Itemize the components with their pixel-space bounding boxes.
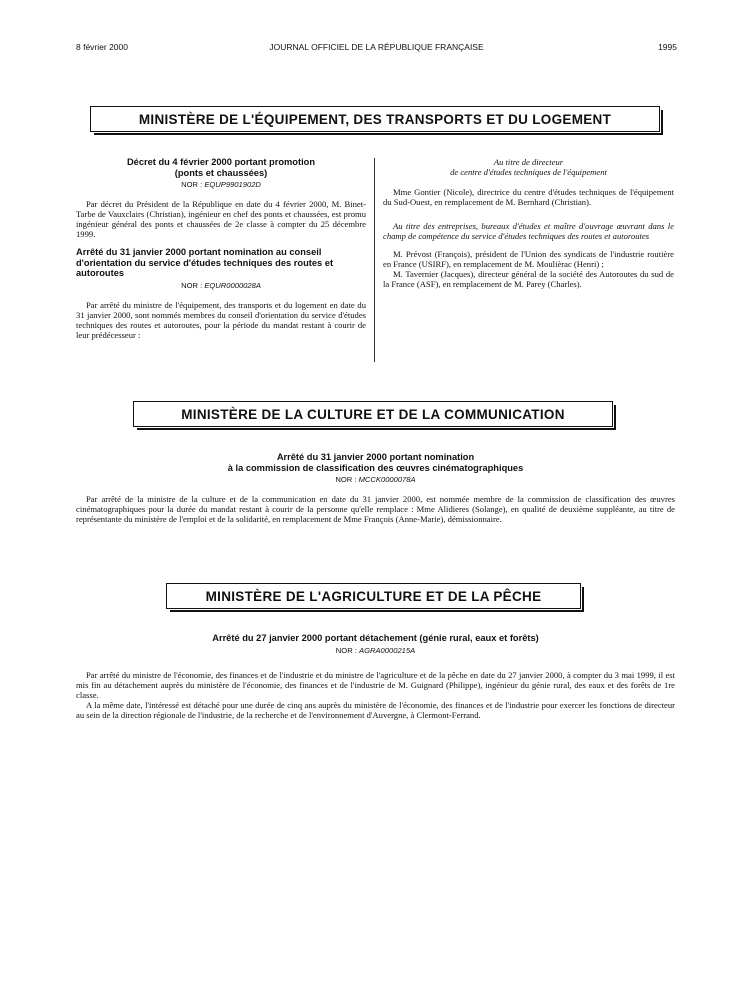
arrete-body: Par arrêté du ministre de l'économie, des finances et de l'industrie et du ministre de l'agriculture et de la pêche en date du 27 janvier 2000, à compter du 3 mai 1999, il est mis fin au détachement auprès du ministère de l'économie, des finances et de l'industrie de M. Guignard (Philippe), ingénieur du génie rural, des eaux et des forêts de 1re classe.	[76, 669, 675, 700]
ministry-title: MINISTÈRE DE L'ÉQUIPEMENT, DES TRANSPORTS ET DU LOGEMENT	[138, 111, 612, 127]
arrete-body: Par arrêté du ministre de l'équipement, des transports et du logement en date du 31 janvier 2000, sont nommés membres du conseil d'orientation du service d'études techniques des routes et autoroutes, pour la période du mandat restant à courir de leur prédécesseur :	[76, 299, 366, 340]
appointment-paragraph: M. Prévost (François), président de l'Union des syndicats de l'industrie routière en France (USIRF), en remplacement de M. Moulièrac (Henri) ;	[383, 249, 674, 269]
decree-title: Décret du 4 février 2000 portant promotion (ponts et chaussées)	[126, 157, 316, 178]
arrete-title: Arrêté du 27 janvier 2000 portant détachement (génie rural, eaux et forêts)	[212, 633, 539, 643]
left-column	[76, 157, 366, 340]
agriculture-section	[76, 633, 675, 720]
appointment-paragraph: M. Tavernier (Jacques), directeur général de la société des Autoroutes du sud de la France (ASF), en remplacement de M. Parey (Charles).	[383, 269, 674, 289]
subheading: Au titre des entreprises, bureaux d'études et maître d'ouvrage œuvrant dans le champ de compétence du service d'études techniques des routes et autoroutes	[383, 221, 674, 241]
arrete-body: Par arrêté de la ministre de la culture et de la communication en date du 31 janvier 2000, est nommée membre de la commission de classification des œuvres cinématographiques pour la durée du mandat restant à courir de la personne qu'elle remplace : Mme Alidieres (Solange), en qualité de deuxième suppléante, au titre de représentante du ministère de l'emploi et de la solidarité, en remplacement de Mme François (Anne-Marie), démissionnaire.	[76, 494, 675, 524]
right-column	[383, 157, 674, 289]
running-header	[76, 42, 677, 56]
column-divider	[374, 158, 375, 362]
ministry-heading-agriculture	[166, 583, 581, 609]
journal-title: JOURNAL OFFICIEL DE LA RÉPUBLIQUE FRANÇAISE	[269, 42, 484, 52]
arrete-title: Arrêté du 31 janvier 2000 portant nomination au conseil d'orientation du service d'études techniques des routes et autoroutes	[76, 247, 334, 278]
arrete-title: Arrêté du 31 janvier 2000 portant nomination à la commission de classification des œuvres cinématographiques	[227, 452, 524, 473]
ministry-title: MINISTÈRE DE LA CULTURE ET DE LA COMMUNICATION	[181, 406, 565, 422]
nor-reference: NOR : EQUP9901902D	[181, 180, 261, 189]
culture-section	[76, 452, 675, 524]
subheading: Au titre de directeur de centre d'études techniques de l'équipement	[450, 157, 607, 177]
issue-date: 8 février 2000	[76, 42, 128, 52]
ministry-heading-culture	[133, 401, 613, 427]
decree-body: Par décret du Président de la République en date du 4 février 2000, M. Binet-Tarbe de Vauxclairs (Christian), ingénieur en chef des ponts et chaussées, est promu ingénieur général des ponts et chaussées de 2e classe à compter du 25 décembre 1999.	[76, 199, 366, 239]
nor-reference: NOR : AGRA0000215A	[335, 645, 416, 655]
ministry-heading-equipement	[90, 106, 660, 132]
nor-reference: NOR : MCCK0000078A	[335, 475, 416, 484]
ministry-title: MINISTÈRE DE L'AGRICULTURE ET DE LA PÊCHE	[205, 588, 542, 604]
page-number: 1995	[658, 42, 677, 52]
appointment-paragraph: Mme Gontier (Nicole), directrice du centre d'études techniques de l'équipement du Sud-Ouest, en remplacement de M. Bernhard (Christian).	[383, 187, 674, 207]
nor-reference: NOR : EQUR0000028A	[181, 280, 261, 290]
arrete-body: A la même date, l'intéressé est détaché pour une durée de cinq ans auprès du ministère de l'économie, des finances et de l'industrie pour exercer les fonctions de directeur au sein de la direction régionale de l'industrie, de la recherche et de l'environnement d'Auvergne, à Clermont-Ferrand.	[76, 699, 675, 720]
